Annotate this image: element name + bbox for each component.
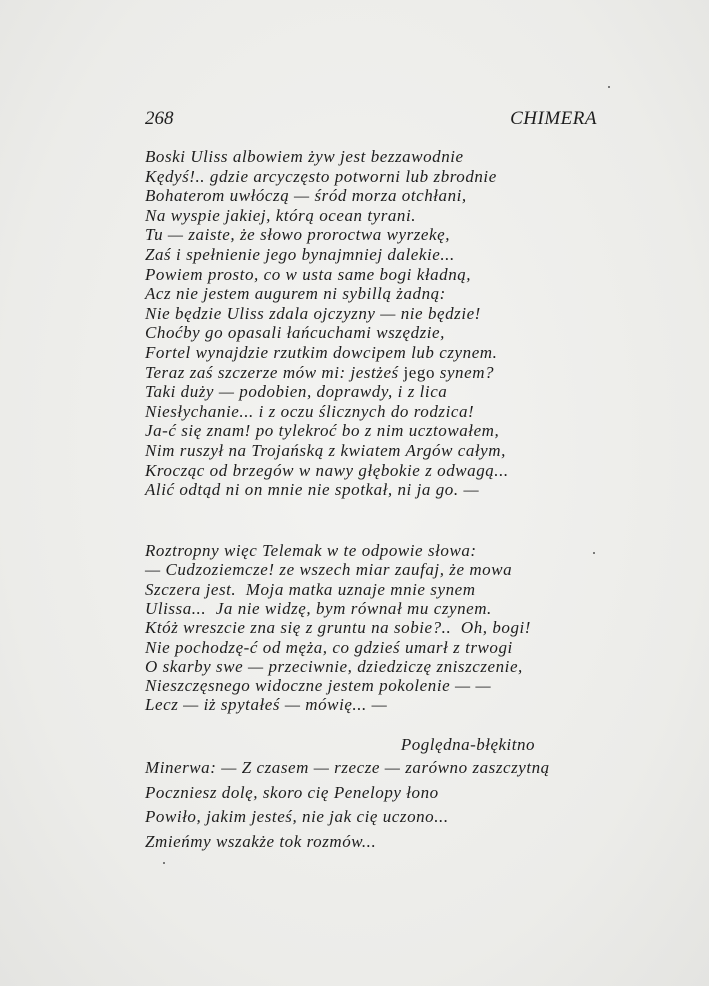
line-text: synem? <box>435 362 495 382</box>
stanza1-line: Acz nie jestem augurem ni sybillą żadną: <box>145 284 446 304</box>
stanza3-line: Minerwa: — Z czasem — rzecze — zarówno zaszczytną <box>145 758 550 777</box>
line-text: Teraz zaś szczerze mów mi: jestżeś <box>145 362 404 382</box>
stanza1-line: Bohaterom uwłóczą — śród morza otchłani, <box>145 186 467 206</box>
page-number: 268 <box>145 108 174 129</box>
stanza1-line: Nim ruszył na Trojańską z kwiatem Argów całym, <box>145 441 506 460</box>
stanza1-line: Na wyspie jakiej, którą ocean tyrani. <box>145 205 417 225</box>
stanza2-line: Szczera jest. Moja matka uznaje mnie synem <box>145 579 476 599</box>
scan-speck <box>163 862 165 864</box>
speaker-note: Poględna-błękitno <box>400 735 535 754</box>
stanza1-line: Ja-ć się znam! po tylekroć bo z nim ucztowałem, <box>145 421 500 441</box>
stanza1-line: Powiem prosto, co w usta same bogi kładną, <box>145 264 472 284</box>
stanza1-line: Zaś i spełnienie jego bynajmniej dalekie... <box>145 245 455 264</box>
stanza3-line: Zmieńmy wszakże tok rozmów... <box>145 831 377 851</box>
running-title: CHIMERA <box>510 108 597 129</box>
stanza2-line: Nie pochodzę-ć od męża, co gdzieś umarł z trwogi <box>145 637 513 657</box>
scan-speck <box>593 552 595 554</box>
stanza1-line: Taki duży — podobien, doprawdy, i z lica <box>145 382 448 402</box>
stanza1-line: Nie będzie Uliss zdala ojczyzny — nie będzie! <box>145 303 481 323</box>
stanza2-line: O skarby swe — przeciwnie, dziedziczę zniszczenie, <box>145 656 523 676</box>
stanza1-line: Fortel wynajdzie rzutkim dowcipem lub czynem. <box>145 343 498 362</box>
stanza1-line <box>145 363 494 383</box>
upright-word: jego <box>403 362 435 382</box>
stanza1-line: Niesłychanie... i z oczu ślicznych do rodzica! <box>145 401 475 421</box>
stanza2-line: Nieszczęsnego widoczne jestem pokolenie — — <box>145 676 492 696</box>
stanza1-line: Boski Uliss albowiem żyw jest bezzawodnie <box>145 147 464 166</box>
stanza1-line: Tu — zaiste, że słowo proroctwa wyrzekę, <box>145 225 451 245</box>
stanza3-line: Poczniesz dolę, skoro cię Penelopy łono <box>145 782 439 802</box>
stanza1-line: Kędyś!.. gdzie arcyczęsto potworni lub zbrodnie <box>145 166 497 186</box>
stanza2-line: — Cudzoziemcze! ze wszech miar zaufaj, że mowa <box>145 560 513 580</box>
scan-speck <box>608 86 610 88</box>
stanza1-line: Choćby go opasali łańcuchami wszędzie, <box>145 323 445 343</box>
stanza2-line: Roztropny więc Telemak w te odpowie słowa: <box>145 541 477 560</box>
stanza2-line: Któż wreszcie zna się z gruntu na sobie?.. Oh, bogi! <box>145 618 531 638</box>
stanza1-line: Alić odtąd ni on mnie nie spotkał, ni ja go. — <box>145 480 480 500</box>
stanza2-line: Lecz — iż spytałeś — mówię... — <box>145 695 388 715</box>
stanza3-line: Powiło, jakim jesteś, nie jak cię uczono... <box>145 807 449 826</box>
stanza2-line: Ulissa... Ja nie widzę, bym równał mu czynem. <box>145 598 492 618</box>
stanza1-line: Krocząc od brzegów w nawy głębokie z odwagą... <box>145 460 509 480</box>
